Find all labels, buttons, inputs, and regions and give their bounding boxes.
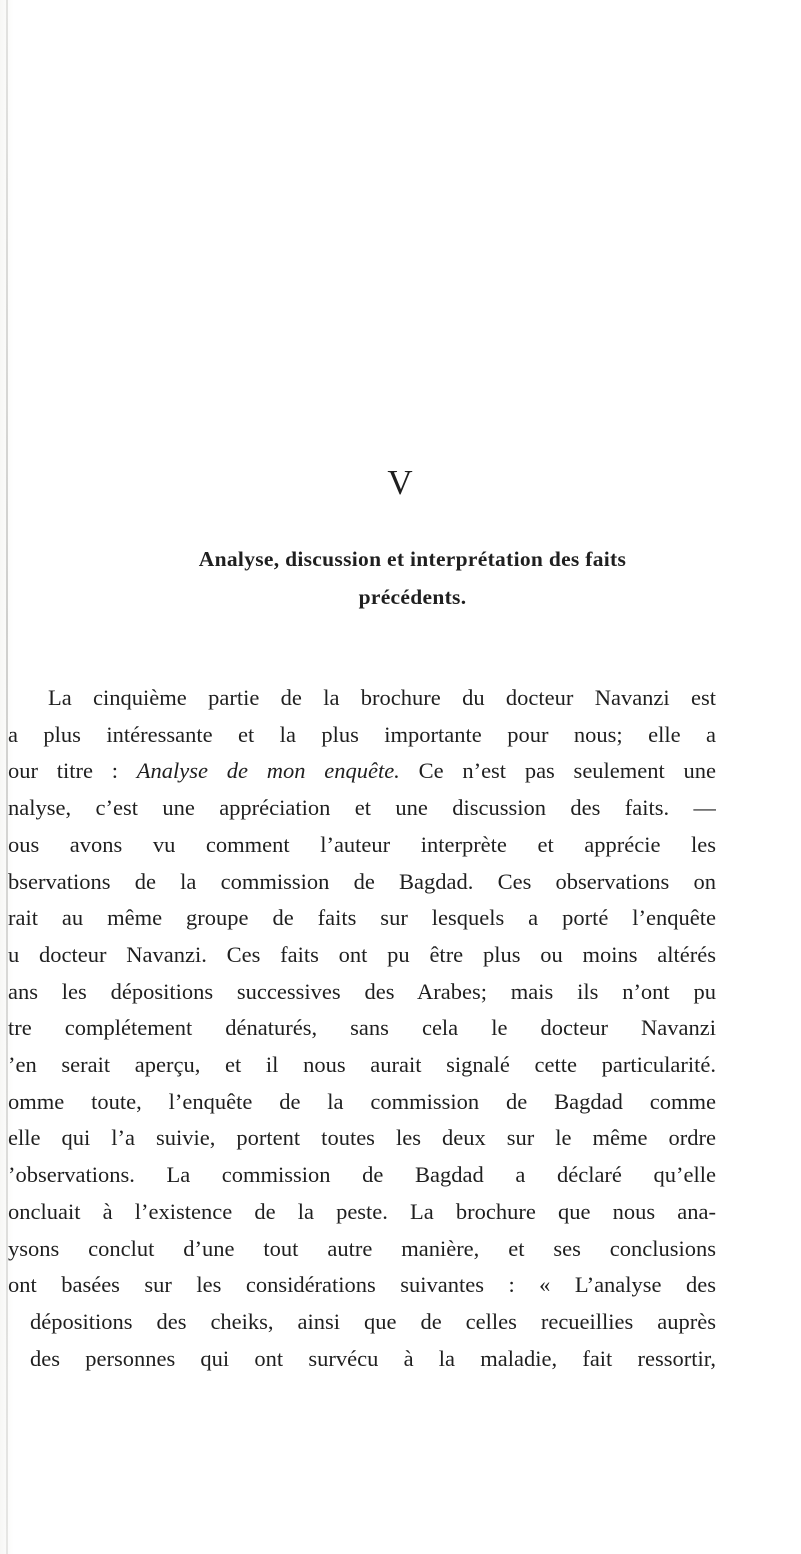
- text-line: ysons conclut d’une tout autre manière, et ses conclusions: [8, 1235, 716, 1261]
- chapter-title-line-2: précédents.: [358, 585, 467, 609]
- text-line: bservations de la commission de Bagdad. Ces observations on: [8, 868, 716, 894]
- text-line: oncluait à l’existence de la peste. La brochure que nous ana-: [8, 1198, 716, 1224]
- chapter-number: V: [387, 463, 414, 502]
- text-line: des personnes qui ont survécu à la maladie, fait ressortir,: [30, 1345, 716, 1371]
- text-line: ans les dépositions successives des Arabes; mais ils n’ont pu: [8, 978, 716, 1004]
- text-line: ’observations. La commission de Bagdad a déclaré qu’elle: [8, 1162, 716, 1188]
- text-line-start: our titre :: [8, 758, 118, 784]
- text-line: u docteur Navanzi. Ces faits ont pu être plus ou moins altérés: [8, 941, 716, 967]
- body-paragraph: [8, 680, 716, 1377]
- text-line: tre complétement dénaturés, sans cela le docteur Navanzi: [8, 1015, 716, 1041]
- text-line: ous avons vu comment l’auteur interprète et apprécie les: [8, 831, 716, 857]
- chapter-title: [120, 540, 705, 616]
- text-line: [8, 753, 716, 790]
- text-line: elle qui l’a suivie, portent toutes les deux sur le même ordre: [8, 1125, 716, 1151]
- text-line: ’en serait aperçu, et il nous aurait signalé cette particularité.: [8, 1052, 716, 1078]
- text-line: rait au même groupe de faits sur lesquels a porté l’enquête: [8, 905, 716, 931]
- chapter-title-line-1: Analyse, discussion et interprétation des faits: [198, 547, 627, 571]
- text-line-end: Ce n’est pas seulement une: [418, 758, 716, 784]
- text-line: a plus intéressante et la plus importante pour nous; elle a: [8, 721, 716, 747]
- text-line: dépositions des cheiks, ainsi que de celles recueillies auprès: [30, 1308, 716, 1334]
- text-line: ont basées sur les considérations suivantes : « L’analyse des: [8, 1272, 716, 1298]
- text-line: La cinquième partie de la brochure du docteur Navanzi est: [48, 685, 716, 710]
- text-line: omme toute, l’enquête de la commission de Bagdad comme: [8, 1088, 716, 1114]
- text-line: nalyse, c’est une appréciation et une discussion des faits. —: [8, 795, 716, 821]
- work-title-italic: Analyse de mon enquête.: [136, 758, 400, 784]
